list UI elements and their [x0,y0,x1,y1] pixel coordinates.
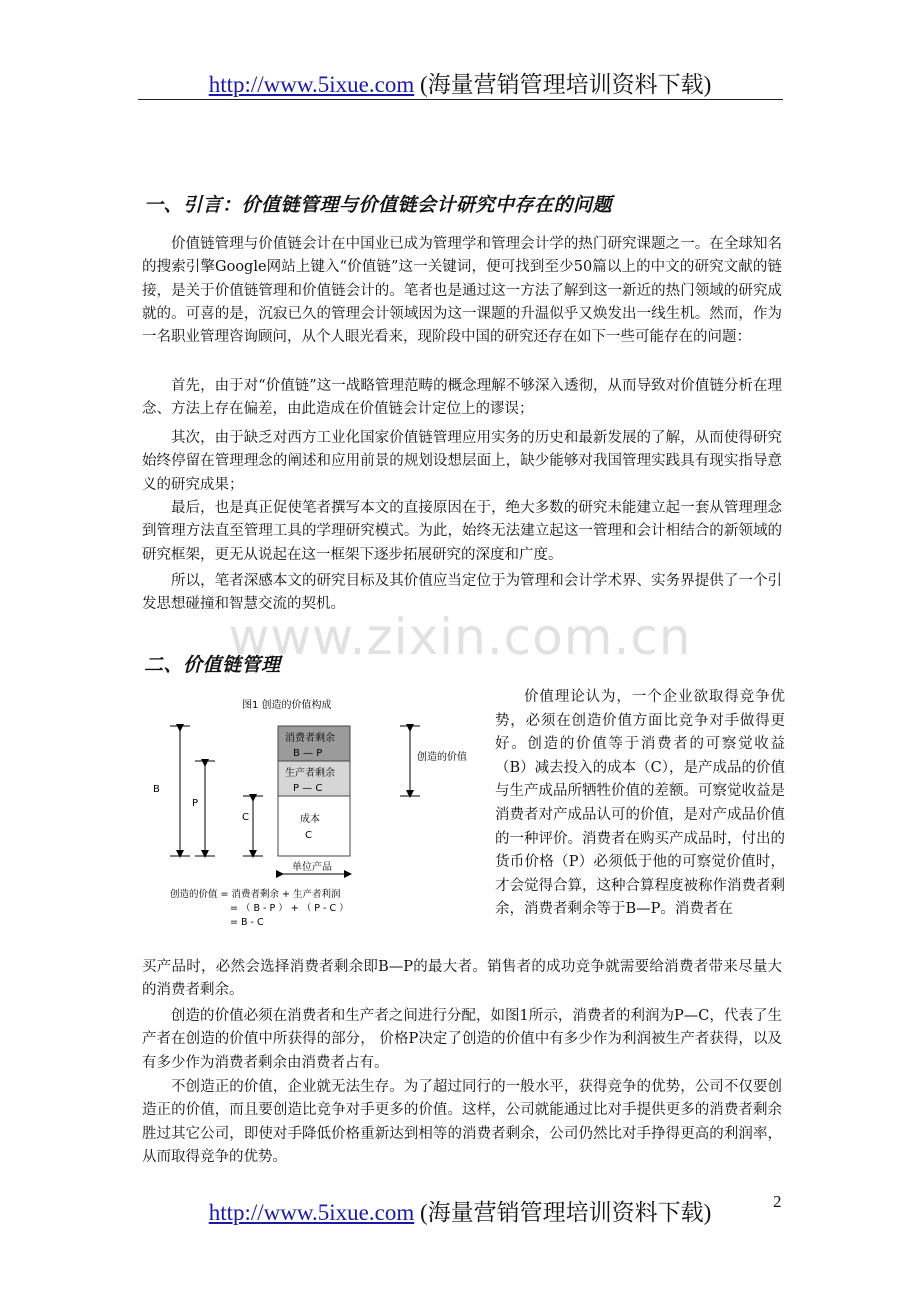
section2-continuation: 买产品时，必然会选择消费者剩余即B—P的最大者。销售者的成功竞争就需要给消费者带来尽量大的消费者剩余。 [142,959,782,999]
cost-symbol: C [305,830,312,841]
cost-label: 成本 [300,814,320,825]
watermark: www.zixin.com.cn [228,608,692,666]
P-label: P [192,798,199,809]
section1-paragraph-1: 价值链管理与价值链会计在中国业已成为管理学和管理会计学的热门研究课题之一。在全球知名的搜索引擎Google网站上键入“价值链”这一关键词，便可找到至少50篇以上的中文的研究文献的链接，是关于价值链管理和价值链会计的。笔者也是通过这一方法了解到这一新近的热门领域的研究成就的。可喜的是，沉寂已久的管理会计领域因为这一课题的升温似乎又焕发出一线生机。然而，作为一名职业管理咨询顾问，从个人眼光看来，现阶段中国的研究还存在如下一些可能存在的问题： [142,236,782,346]
section1-paragraph-2: 首先，由于对“价值链”这一战略管理范畴的概念理解不够深入透彻，从而导致对价值链分析在理念、方法上存在偏差，由此造成在价值链会计定位上的谬误； [142,378,782,418]
header-suffix: (海量营销管理培训资料下载) [419,72,712,97]
section2-paragraph-1: 创造的价值必须在消费者和生产者之间进行分配，如图1所示，消费者的利润为P—C，代表了生产者在创造的价值中所获得的部分， 价格P决定了创造的价值中有多少作为利润被生产者获得，以及有多少作为消费者剩余由消费者占有。 [142,1008,782,1071]
section1-title: 一、引言：价值链管理与价值链会计研究中存在的问题 [144,194,613,216]
value-created-label: 创造的价值 [417,752,467,763]
section2-title: 二、价值链管理 [144,654,281,676]
page-footer [0,1194,920,1227]
section1-paragraph-3: 其次，由于缺乏对西方工业化国家价值链管理应用实务的历史和最新发展的了解，从而使得研究始终停留在管理理念的阐述和应用前景的规划设想层面上，缺少能够对我国管理实践具有现实指导意义的研究成果； [142,430,782,493]
figure-svg [145,690,490,940]
page-number: 2 [773,1192,782,1211]
formula-line-3: = B - C [230,917,264,928]
section2-paragraph-2: 不创造正的价值，企业就无法生存。为了超过同行的一般水平，获得竞争的优势，公司不仅要创造正的价值，而且要创造比竞争对手更多的价值。这样，公司就能通过比对手提供更多的消费者剩余胜过其它公司，即使对手降低价格重新达到相等的消费者剩余，公司仍然比对手挣得更高的利润率，从而取得竞争的优势。 [142,1079,782,1165]
page-header [0,66,920,99]
producer-surplus-formula: P — C [293,783,323,794]
section1-paragraph-5: 所以，笔者深感本文的研究目标及其价值应当定位于为管理和会计学术界、实务界提供了一个引发思想碰撞和智慧交流的契机。 [142,573,782,613]
producer-surplus-label: 生产者剩余 [285,768,335,779]
header-link[interactable]: http://www.5ixue.com [208,72,415,97]
B-label: B [153,784,160,795]
value-composition-figure [145,690,490,940]
section2-side-paragraph: 价值理论认为，一个企业欲取得竞争优势，必须在创造价值方面比竞争对手做得更好。创造的价值等于消费者的可察觉收益（B）减去投入的成本（C），是产成品的价值与生产成品所牺牲价值的差额。可察觉收益是消费者对产成品认可的价值，是对产成品价值的一种评价。消费者在购买产成品时，付出的货币价格（P）必须低于他的可察觉价值时，才会觉得合算，这种合算程度被称作消费者剩余，消费者剩余等于B—P。消费者在 [495,689,785,918]
footer-suffix: (海量营销管理培训资料下载) [419,1200,712,1225]
footer-link[interactable]: http://www.5ixue.com [208,1200,415,1225]
consumer-surplus-formula: B — P [293,748,323,759]
C-label: C [242,812,249,823]
consumer-surplus-label: 消费者剩余 [285,733,335,744]
section1-paragraph-4: 最后，也是真正促使笔者撰写本文的直接原因在于，绝大多数的研究未能建立起一套从管理理念到管理方法直至管理工具的学理研究模式。为此，始终无法建立起这一管理和会计相结合的新领域的研究框架，更无从说起在这一框架下逐步拓展研究的深度和广度。 [142,500,782,563]
unit-label: 单位产品 [292,862,332,873]
formula-line-2: = （ B - P ） + （ P - C ） [230,903,349,914]
figure-caption: 图1 创造的价值构成 [242,700,332,711]
formula-line-1: 创造的价值 = 消费者剩余 + 生产者利润 [170,889,341,900]
header-divider [138,99,783,100]
cost-block [278,796,350,856]
